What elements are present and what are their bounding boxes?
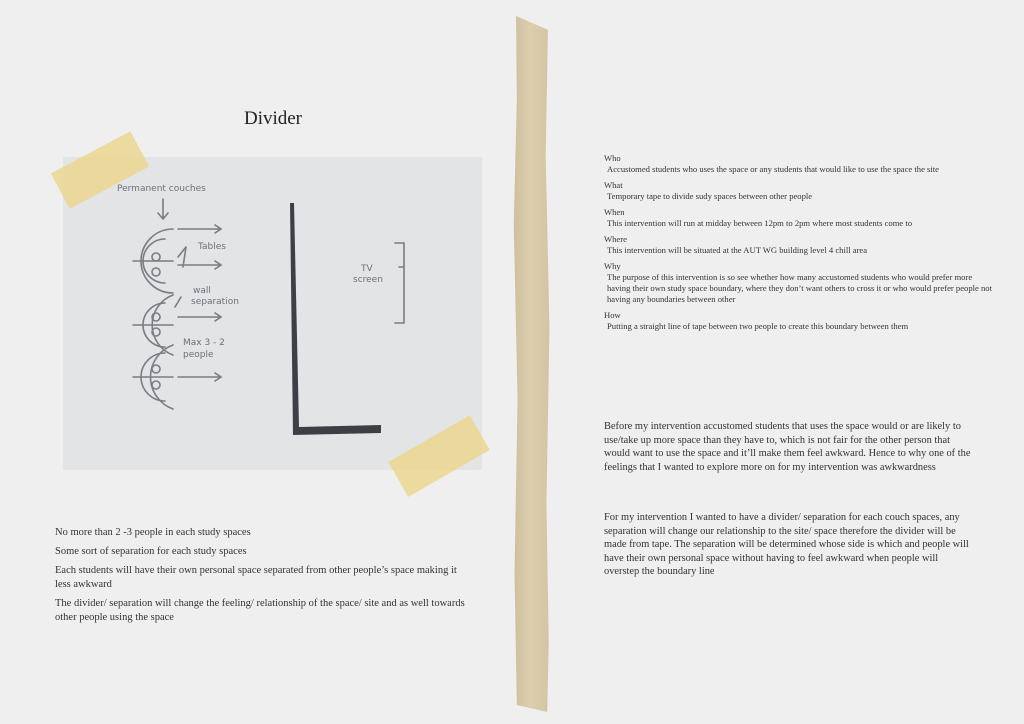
who-what-when-section bbox=[604, 150, 994, 337]
sketch-photo bbox=[63, 157, 482, 470]
page-title: Divider bbox=[243, 108, 303, 129]
question-who: Who bbox=[604, 153, 621, 163]
arrow bbox=[178, 225, 221, 233]
label-permanent-couches: Permanent couches bbox=[117, 184, 206, 194]
note-item: No more than 2 -3 people in each study spaces bbox=[55, 527, 251, 538]
question-why: Why bbox=[604, 261, 621, 271]
left-notes bbox=[55, 526, 475, 630]
answer-where: This intervention will be situated at the AUT WG building level 4 chill area bbox=[607, 245, 868, 255]
label-screen: screen bbox=[353, 275, 383, 285]
label-tables: Tables bbox=[198, 242, 226, 252]
divider-line bbox=[290, 203, 381, 435]
question-how: How bbox=[604, 310, 621, 320]
answer-what: Temporary tape to divide sudy spaces between other people bbox=[607, 191, 813, 201]
answer-who: Accustomed students who uses the space or any students that would like to use the space the site bbox=[607, 164, 939, 174]
note-item: Some sort of separation for each study spaces bbox=[55, 546, 247, 557]
label-max: Max 3 - 2 bbox=[183, 338, 225, 348]
label-tv: TV bbox=[361, 264, 373, 274]
vertical-tape-divider bbox=[513, 16, 551, 712]
question-where: Where bbox=[604, 234, 627, 244]
answer-why: The purpose of this intervention is so see whether how many accustomed students who would prefer more having their own study space boundary, where they don’t want others to cross it or who would prefer people not having any boundaries between other bbox=[607, 272, 992, 304]
answer-how: Putting a straight line of tape between two people to create this boundary between them bbox=[607, 321, 909, 331]
question-what: What bbox=[604, 180, 623, 190]
question-when: When bbox=[604, 207, 625, 217]
note-item: The divider/ separation will change the feeling/ relationship of the space/ site and as well towards other people using the space bbox=[55, 598, 465, 623]
label-separation: separation bbox=[191, 297, 239, 307]
answer-when: This intervention will run at midday between 12pm to 2pm where most students come to bbox=[607, 218, 913, 228]
sketch-drawing bbox=[63, 157, 482, 470]
label-wall: wall bbox=[193, 286, 211, 296]
note-item: Each students will have their own personal space separated from other people’s space making it less awkward bbox=[55, 565, 457, 590]
paragraph-before: Before my intervention accustomed students that uses the space would or are likely to use/take up more space than they have to, which is not fair for the other person that would want to use the space and it’ll make them feel awkward. Hence to why one of the feelings that I wanted to explore more on for my intervention was awkwardness bbox=[604, 421, 971, 473]
label-people: people bbox=[183, 350, 214, 360]
paragraph-intervention: For my intervention I wanted to have a divider/ separation for each couch spaces, any separation will change our relationship to the site/ space therefore the divider will be made from tape. The separation will be determined whose side is which and people will have their own personal space without having to feel awkward when people will overstep the boundary line bbox=[604, 512, 969, 577]
